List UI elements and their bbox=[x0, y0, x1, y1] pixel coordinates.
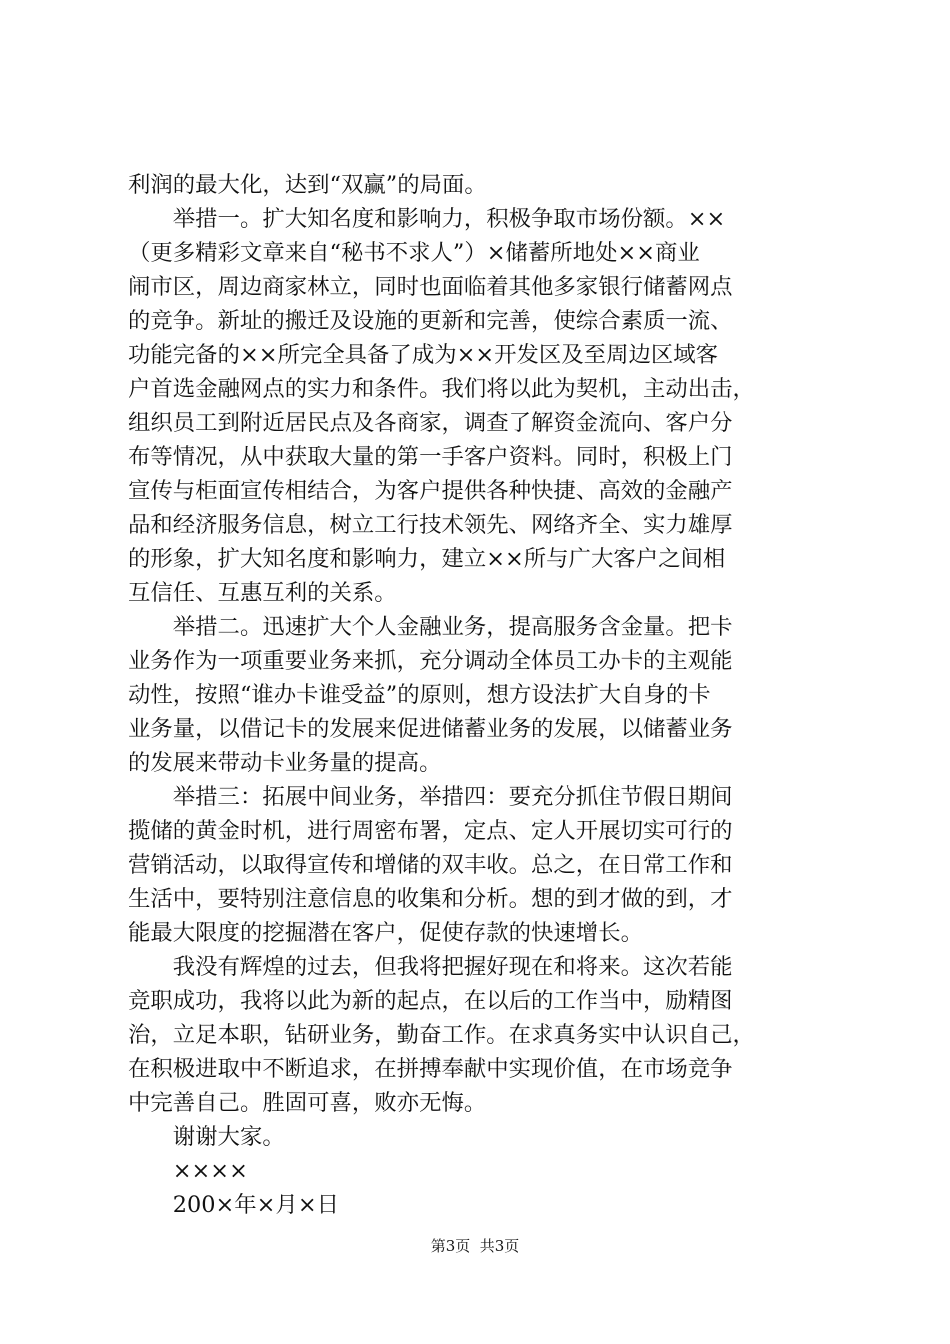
text-line: 业务作为一项重要业务来抓，充分调动全体员工办卡的主观能 bbox=[128, 648, 733, 674]
text-line: 户首选金融网点的实力和条件。我们将以此为契机，主动出击， bbox=[128, 376, 755, 402]
text-line: 能最大限度的挖掘潜在客户，促使存款的快速增长。 bbox=[128, 920, 643, 946]
text-line: 业务量，以借记卡的发展来促进储蓄业务的发展，以储蓄业务 bbox=[128, 716, 733, 742]
text-line: 功能完备的××所完全具备了成为××开发区及至周边区域客 bbox=[128, 342, 719, 368]
text-line: 的竞争。新址的搬迁及设施的更新和完善，使综合素质一流、 bbox=[128, 308, 733, 334]
text-line: 举措二。迅速扩大个人金融业务，提高服务含金量。把卡 bbox=[128, 614, 733, 640]
signature-date: 200×年×月×日 bbox=[128, 1192, 339, 1218]
text-line: （更多精彩文章来自“秘书不求人”）×储蓄所地处××商业 bbox=[128, 240, 700, 266]
text-line: 我没有辉煌的过去，但我将把握好现在和将来。这次若能 bbox=[128, 954, 733, 980]
text-line: 利润的最大化，达到“双赢”的局面。 bbox=[128, 172, 487, 198]
text-line: 举措一。扩大知名度和影响力，积极争取市场份额。×× bbox=[128, 206, 726, 232]
text-line: 揽储的黄金时机，进行周密布署，定点、定人开展切实可行的 bbox=[128, 818, 733, 844]
text-line: 闹市区，周边商家林立，同时也面临着其他多家银行储蓄网点 bbox=[128, 274, 733, 300]
text-line: 中完善自己。胜固可喜，败亦无悔。 bbox=[128, 1090, 487, 1116]
text-line: 动性，按照“谁办卡谁受益”的原则，想方设法扩大自身的卡 bbox=[128, 682, 711, 708]
text-line: 互信任、互惠互利的关系。 bbox=[128, 580, 397, 606]
text-line: 在积极进取中不断追求，在拼搏奉献中实现价值，在市场竞争 bbox=[128, 1056, 733, 1082]
closing-thanks: 谢谢大家。 bbox=[128, 1124, 285, 1150]
text-line: 治，立足本职，钻研业务，勤奋工作。在求真务实中认识自己， bbox=[128, 1022, 755, 1048]
document-body bbox=[128, 168, 840, 1222]
signature-name: ×××× bbox=[128, 1158, 248, 1184]
text-line: 布等情况，从中获取大量的第一手客户资料。同时，积极上门 bbox=[128, 444, 733, 470]
text-line: 举措三：拓展中间业务，举措四：要充分抓住节假日期间 bbox=[128, 784, 733, 810]
text-line: 竞职成功，我将以此为新的起点，在以后的工作当中，励精图 bbox=[128, 988, 733, 1014]
text-line: 品和经济服务信息，树立工行技术领先、网络齐全、实力雄厚 bbox=[128, 512, 733, 538]
page-number: 第3页 共3页 bbox=[430, 1237, 520, 1255]
text-line: 的形象，扩大知名度和影响力，建立××所与广大客户之间相 bbox=[128, 546, 726, 572]
text-line: 宣传与柜面宣传相结合，为客户提供各种快捷、高效的金融产 bbox=[128, 478, 733, 504]
text-line: 营销活动，以取得宣传和增储的双丰收。总之，在日常工作和 bbox=[128, 852, 733, 878]
text-line: 组织员工到附近居民点及各商家，调查了解资金流向、客户分 bbox=[128, 410, 733, 436]
text-line: 的发展来带动卡业务量的提高。 bbox=[128, 750, 442, 776]
text-line: 生活中，要特别注意信息的收集和分析。想的到才做的到，才 bbox=[128, 886, 733, 912]
